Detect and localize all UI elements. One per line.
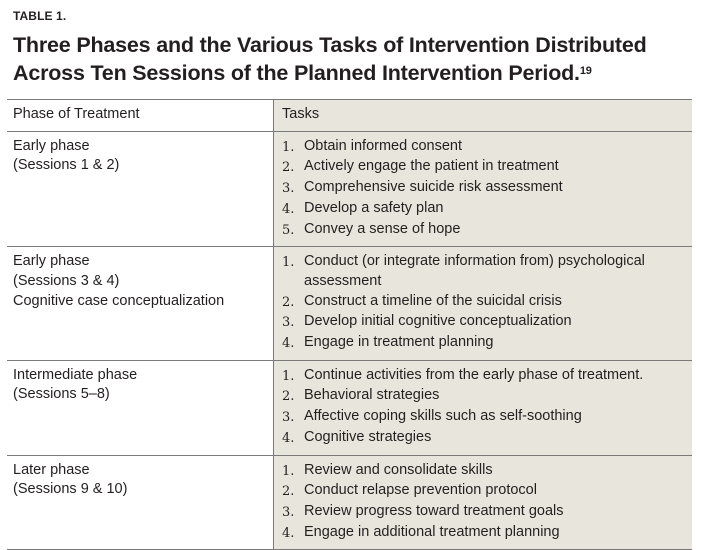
phase-line: (Sessions 9 & 10) [13, 481, 128, 498]
task-item [282, 333, 686, 354]
task-number: 1. [282, 463, 295, 479]
table-body [7, 132, 692, 550]
task-list [282, 137, 686, 241]
task-number: 2. [282, 294, 295, 310]
task-list [282, 366, 686, 449]
task-number: 3. [282, 410, 295, 426]
table-row [7, 247, 692, 361]
phase-line: Cognitive case conceptualization [13, 292, 225, 309]
task-text: Construct a timeline of the suicidal crisis [304, 292, 562, 309]
task-item [282, 252, 686, 291]
phase-line: Later phase [13, 461, 90, 478]
phase-line: Intermediate phase [13, 366, 138, 383]
task-text: Obtain informed consent [304, 137, 462, 154]
task-text: Develop initial cognitive conceptualization [304, 313, 572, 330]
task-text: Actively engage the patient in treatment [304, 158, 559, 175]
task-item [282, 366, 686, 387]
task-list [282, 252, 686, 354]
table-header-row [7, 100, 692, 132]
task-item [282, 461, 686, 482]
task-text: Comprehensive suicide risk assessment [304, 179, 563, 196]
task-number: 2. [282, 160, 295, 176]
task-number: 3. [282, 181, 295, 197]
task-item [282, 137, 686, 158]
table-label: TABLE 1. [13, 9, 67, 23]
table-row [7, 132, 692, 248]
task-text: Affective coping skills such as self-soothing [304, 408, 582, 425]
task-text: Behavioral strategies [304, 387, 440, 404]
task-number: 1. [282, 368, 295, 384]
task-item [282, 502, 686, 523]
task-number: 3. [282, 504, 295, 520]
task-item [282, 157, 686, 178]
task-text: Conduct relapse prevention protocol [304, 482, 537, 499]
task-text: Conduct (or integrate information from) psychological assessment [304, 253, 645, 289]
task-item [282, 312, 686, 333]
table-title-text: Three Phases and the Various Tasks of Intervention Distributed Across Ten Sessions of the Planned Intervention Period. [13, 33, 647, 85]
task-item [282, 407, 686, 428]
task-text: Continue activities from the early phase of treatment. [304, 366, 644, 383]
table-row [7, 456, 692, 550]
task-item [282, 428, 686, 449]
task-number: 2. [282, 484, 295, 500]
task-text: Review progress toward treatment goals [304, 502, 564, 519]
task-item [282, 199, 686, 220]
task-number: 3. [282, 315, 295, 331]
task-item [282, 386, 686, 407]
task-item [282, 481, 686, 502]
tasks-cell [273, 132, 692, 247]
phase-cell [7, 247, 273, 360]
task-list [282, 461, 686, 544]
task-number: 2. [282, 389, 295, 405]
tasks-cell [273, 247, 692, 360]
tasks-cell [273, 456, 692, 550]
header-phase: Phase of Treatment [13, 106, 140, 122]
task-number: 4. [282, 525, 295, 541]
phase-line: (Sessions 1 & 2) [13, 157, 120, 174]
task-number: 1. [282, 139, 295, 155]
task-item [282, 178, 686, 199]
task-text: Cognitive strategies [304, 428, 432, 445]
phase-cell [7, 361, 273, 455]
task-item [282, 523, 686, 544]
phase-line: (Sessions 5–8) [13, 386, 110, 403]
task-item [282, 292, 686, 313]
phase-cell [7, 456, 273, 550]
task-item [282, 220, 686, 241]
task-number: 5. [282, 222, 295, 238]
task-number: 4. [282, 430, 295, 446]
task-number: 4. [282, 336, 295, 352]
phase-line: Early phase [13, 137, 90, 154]
phase-cell [7, 132, 273, 247]
table-row [7, 361, 692, 456]
tasks-cell [273, 361, 692, 455]
phase-line: Early phase [13, 253, 90, 270]
task-text: Convey a sense of hope [304, 220, 461, 237]
phases-table [7, 99, 692, 550]
task-number: 4. [282, 201, 295, 217]
task-number: 1. [282, 255, 295, 271]
header-tasks: Tasks [273, 100, 692, 131]
title-reference: 19 [579, 65, 592, 77]
task-text: Develop a safety plan [304, 199, 444, 216]
task-text: Engage in treatment planning [304, 334, 494, 351]
task-text: Review and consolidate skills [304, 461, 493, 478]
task-text: Engage in additional treatment planning [304, 523, 560, 540]
table-title [13, 31, 693, 87]
phase-line: (Sessions 3 & 4) [13, 272, 120, 289]
